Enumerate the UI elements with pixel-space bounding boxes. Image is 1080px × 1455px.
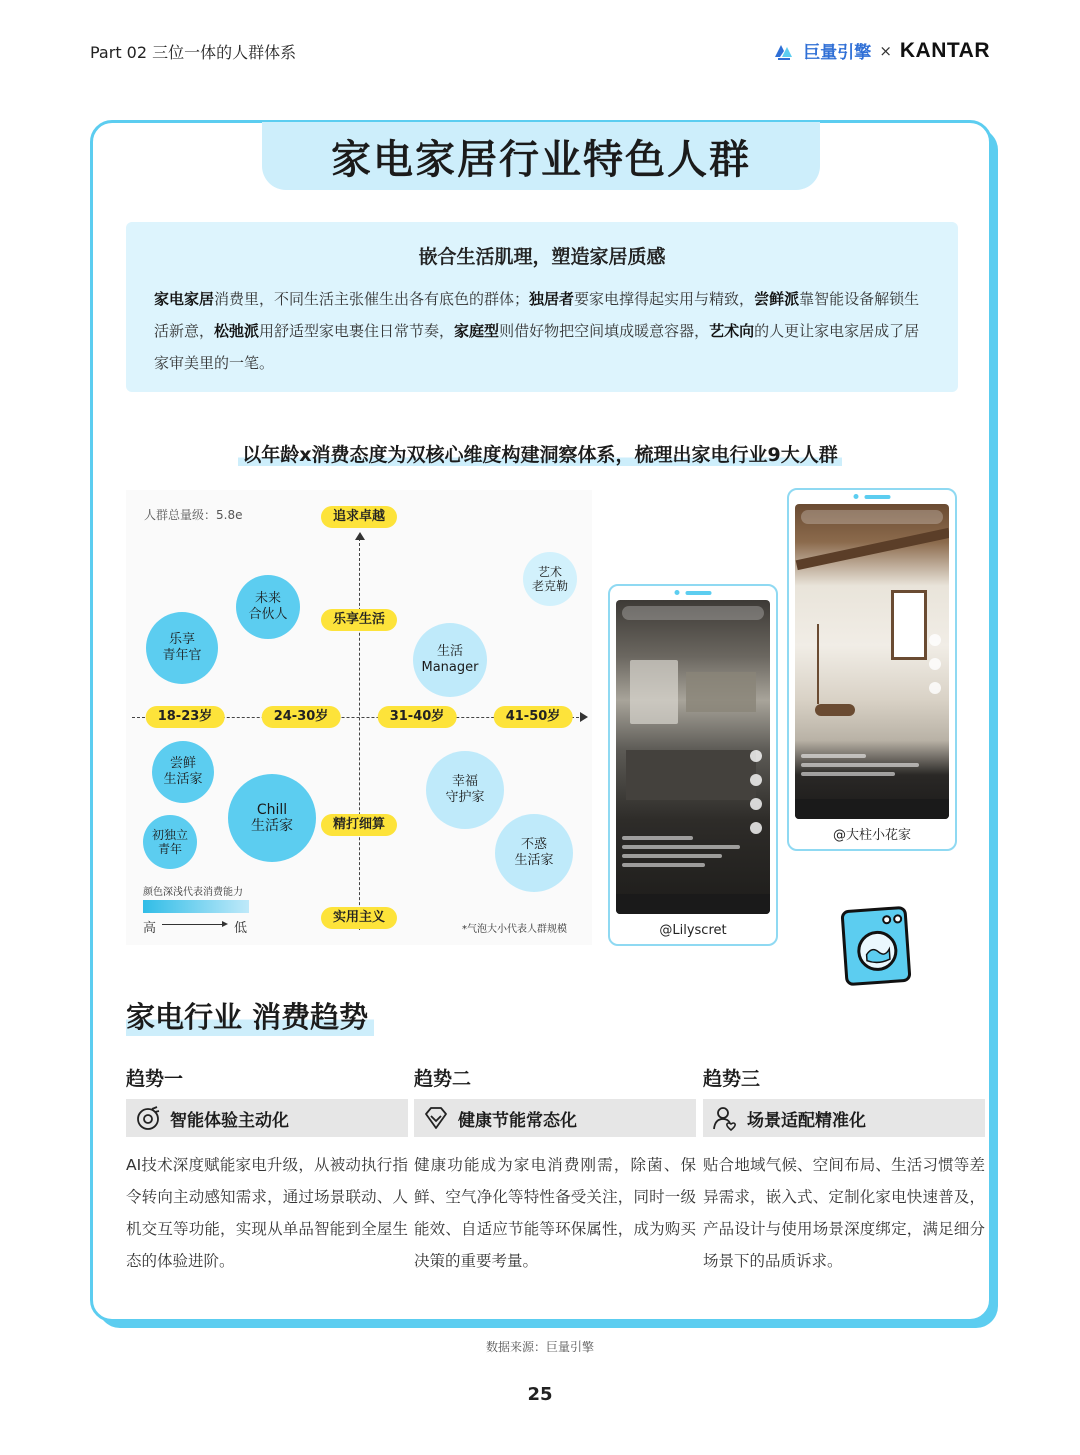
intro-keyword: 家电家居 bbox=[154, 290, 215, 308]
bubble-forties-lifer: 不惑 生活家 bbox=[495, 814, 573, 892]
smart-icon bbox=[134, 1104, 162, 1132]
trend-label: 趋势一 bbox=[126, 1068, 184, 1090]
phone-caption-2: @大柱小花家 bbox=[832, 828, 911, 843]
trends-title: 家电行业 消费趋势 bbox=[126, 995, 374, 1036]
bubble-art-elder: 艺术 老克勒 bbox=[523, 552, 577, 606]
legend-gradient bbox=[143, 900, 249, 913]
attitude-pill: 实用主义 bbox=[321, 907, 397, 929]
segment-matrix bbox=[126, 490, 592, 945]
bubble-life-manager: 生活 Manager bbox=[413, 623, 487, 697]
matrix-section-title bbox=[0, 440, 1080, 467]
intro-keyword: 家庭型 bbox=[454, 322, 500, 340]
attitude-axis bbox=[359, 538, 360, 930]
trend-body: 贴合地域气候、空间布局、生活习惯等差异需求，嵌入式、定制化家电快速普及，产品设计与使用场景深度绑定，满足细分场景下的品质诉求。 bbox=[703, 1156, 985, 1270]
page-number: 25 bbox=[527, 1384, 553, 1405]
brand-separator: × bbox=[879, 41, 892, 60]
phone-screenshot-1 bbox=[616, 600, 770, 914]
total-label: 人群总量级：5.8e bbox=[144, 508, 243, 522]
legend-low: 低 bbox=[234, 921, 248, 936]
trend-label: 趋势二 bbox=[414, 1068, 472, 1090]
phone-screenshot-2 bbox=[795, 504, 949, 819]
scene-icon bbox=[711, 1104, 739, 1132]
trend-card-1 bbox=[126, 1064, 408, 1277]
intro-box bbox=[126, 222, 958, 392]
ocean-engine-logo-icon bbox=[771, 39, 795, 63]
brand-lockup bbox=[771, 38, 990, 63]
attitude-pill: 乐享生活 bbox=[321, 609, 397, 631]
intro-text-run: 消费里，不同生活主张催生出各有底色的群体； bbox=[214, 290, 530, 308]
phone-mockup-2 bbox=[787, 488, 957, 851]
intro-keyword: 松弛派 bbox=[214, 322, 260, 340]
intro-text-run: 靠智能设备解锁生活新意， bbox=[154, 290, 920, 340]
intro-text-run: 要家电撑得起实用与精致， bbox=[574, 290, 755, 308]
age-axis-arrow bbox=[580, 712, 588, 722]
trend-card-3 bbox=[703, 1064, 985, 1277]
page-title: 家电家居行业特色人群 bbox=[331, 136, 751, 183]
trend-name: 健康节能常态化 bbox=[458, 1110, 577, 1131]
bubble-chill: Chill 生活家 bbox=[228, 774, 316, 862]
trend-label: 趋势三 bbox=[703, 1068, 761, 1090]
age-pill: 24-30岁 bbox=[262, 706, 341, 728]
bubble-youth-enjoyer: 乐享 青年官 bbox=[146, 612, 218, 684]
trend-body: 健康功能成为家电消费刚需，除菌、保鲜、空气净化等特性备受关注，同时一级能效、自适应节能等环保属性，成为购买决策的重要考量。 bbox=[414, 1156, 696, 1270]
bubble-new-independent: 初独立 青年 bbox=[143, 815, 197, 869]
matrix-section-title-text: 以年龄x消费态度为双核心维度构建洞察体系，梳理出家电行业9大人群 bbox=[238, 444, 841, 466]
age-pill: 31-40岁 bbox=[378, 706, 457, 728]
trend-name: 智能体验主动化 bbox=[170, 1110, 289, 1131]
intro-keyword: 独居者 bbox=[529, 290, 575, 308]
legend-color-note: 颜色深浅代表消费能力 bbox=[143, 887, 243, 898]
bubble-happy-guardian: 幸福 守护家 bbox=[426, 751, 504, 829]
intro-text-run: 用舒适型家电裹住日常节奏， bbox=[259, 322, 455, 340]
bubble-size-note: *气泡大小代表人群规模 bbox=[462, 924, 567, 935]
title-tab bbox=[262, 122, 820, 190]
phone-mockup-1 bbox=[608, 584, 778, 946]
intro-heading: 嵌合生活肌理，塑造家居质感 bbox=[418, 246, 666, 268]
washing-machine-icon bbox=[840, 906, 911, 986]
health-icon bbox=[422, 1104, 450, 1132]
legend-arrow bbox=[162, 924, 224, 925]
section-label: Part 02 三位一体的人群体系 bbox=[90, 43, 297, 62]
brand-kantar: KANTAR bbox=[899, 38, 990, 62]
trend-name: 场景适配精准化 bbox=[747, 1110, 866, 1131]
trend-body: AI技术深度赋能家电升级，从被动执行指令转向主动感知需求，通过场景联动、人机交互等功能，实现从单品智能到全屋生态的体验进阶。 bbox=[126, 1156, 408, 1270]
phone-caption-1: @Lilyscret bbox=[659, 923, 727, 938]
bubble-future-partner: 未来 合伙人 bbox=[236, 575, 300, 639]
intro-keyword: 艺术向 bbox=[709, 322, 755, 340]
attitude-pill: 精打细算 bbox=[321, 814, 397, 836]
brand-cn: 巨量引擎 bbox=[803, 43, 872, 63]
intro-keyword: 尝鲜派 bbox=[754, 290, 800, 308]
attitude-axis-arrow bbox=[355, 532, 365, 540]
data-source: 数据来源：巨量引擎 bbox=[485, 1340, 594, 1354]
bubble-early-adopter: 尝鲜 生活家 bbox=[152, 741, 214, 803]
intro-text-run: 的人更让家电家居成了居家审美里的一笔。 bbox=[154, 322, 920, 372]
attitude-pill: 追求卓越 bbox=[321, 506, 397, 528]
age-pill: 18-23岁 bbox=[146, 706, 225, 728]
intro-paragraph bbox=[154, 283, 930, 379]
legend-high: 高 bbox=[143, 921, 157, 936]
intro-text-run: 则借好物把空间填成暖意容器， bbox=[499, 322, 710, 340]
age-pill: 41-50岁 bbox=[494, 706, 573, 728]
legend-arrowhead bbox=[222, 921, 228, 927]
trend-card-2 bbox=[414, 1064, 696, 1277]
